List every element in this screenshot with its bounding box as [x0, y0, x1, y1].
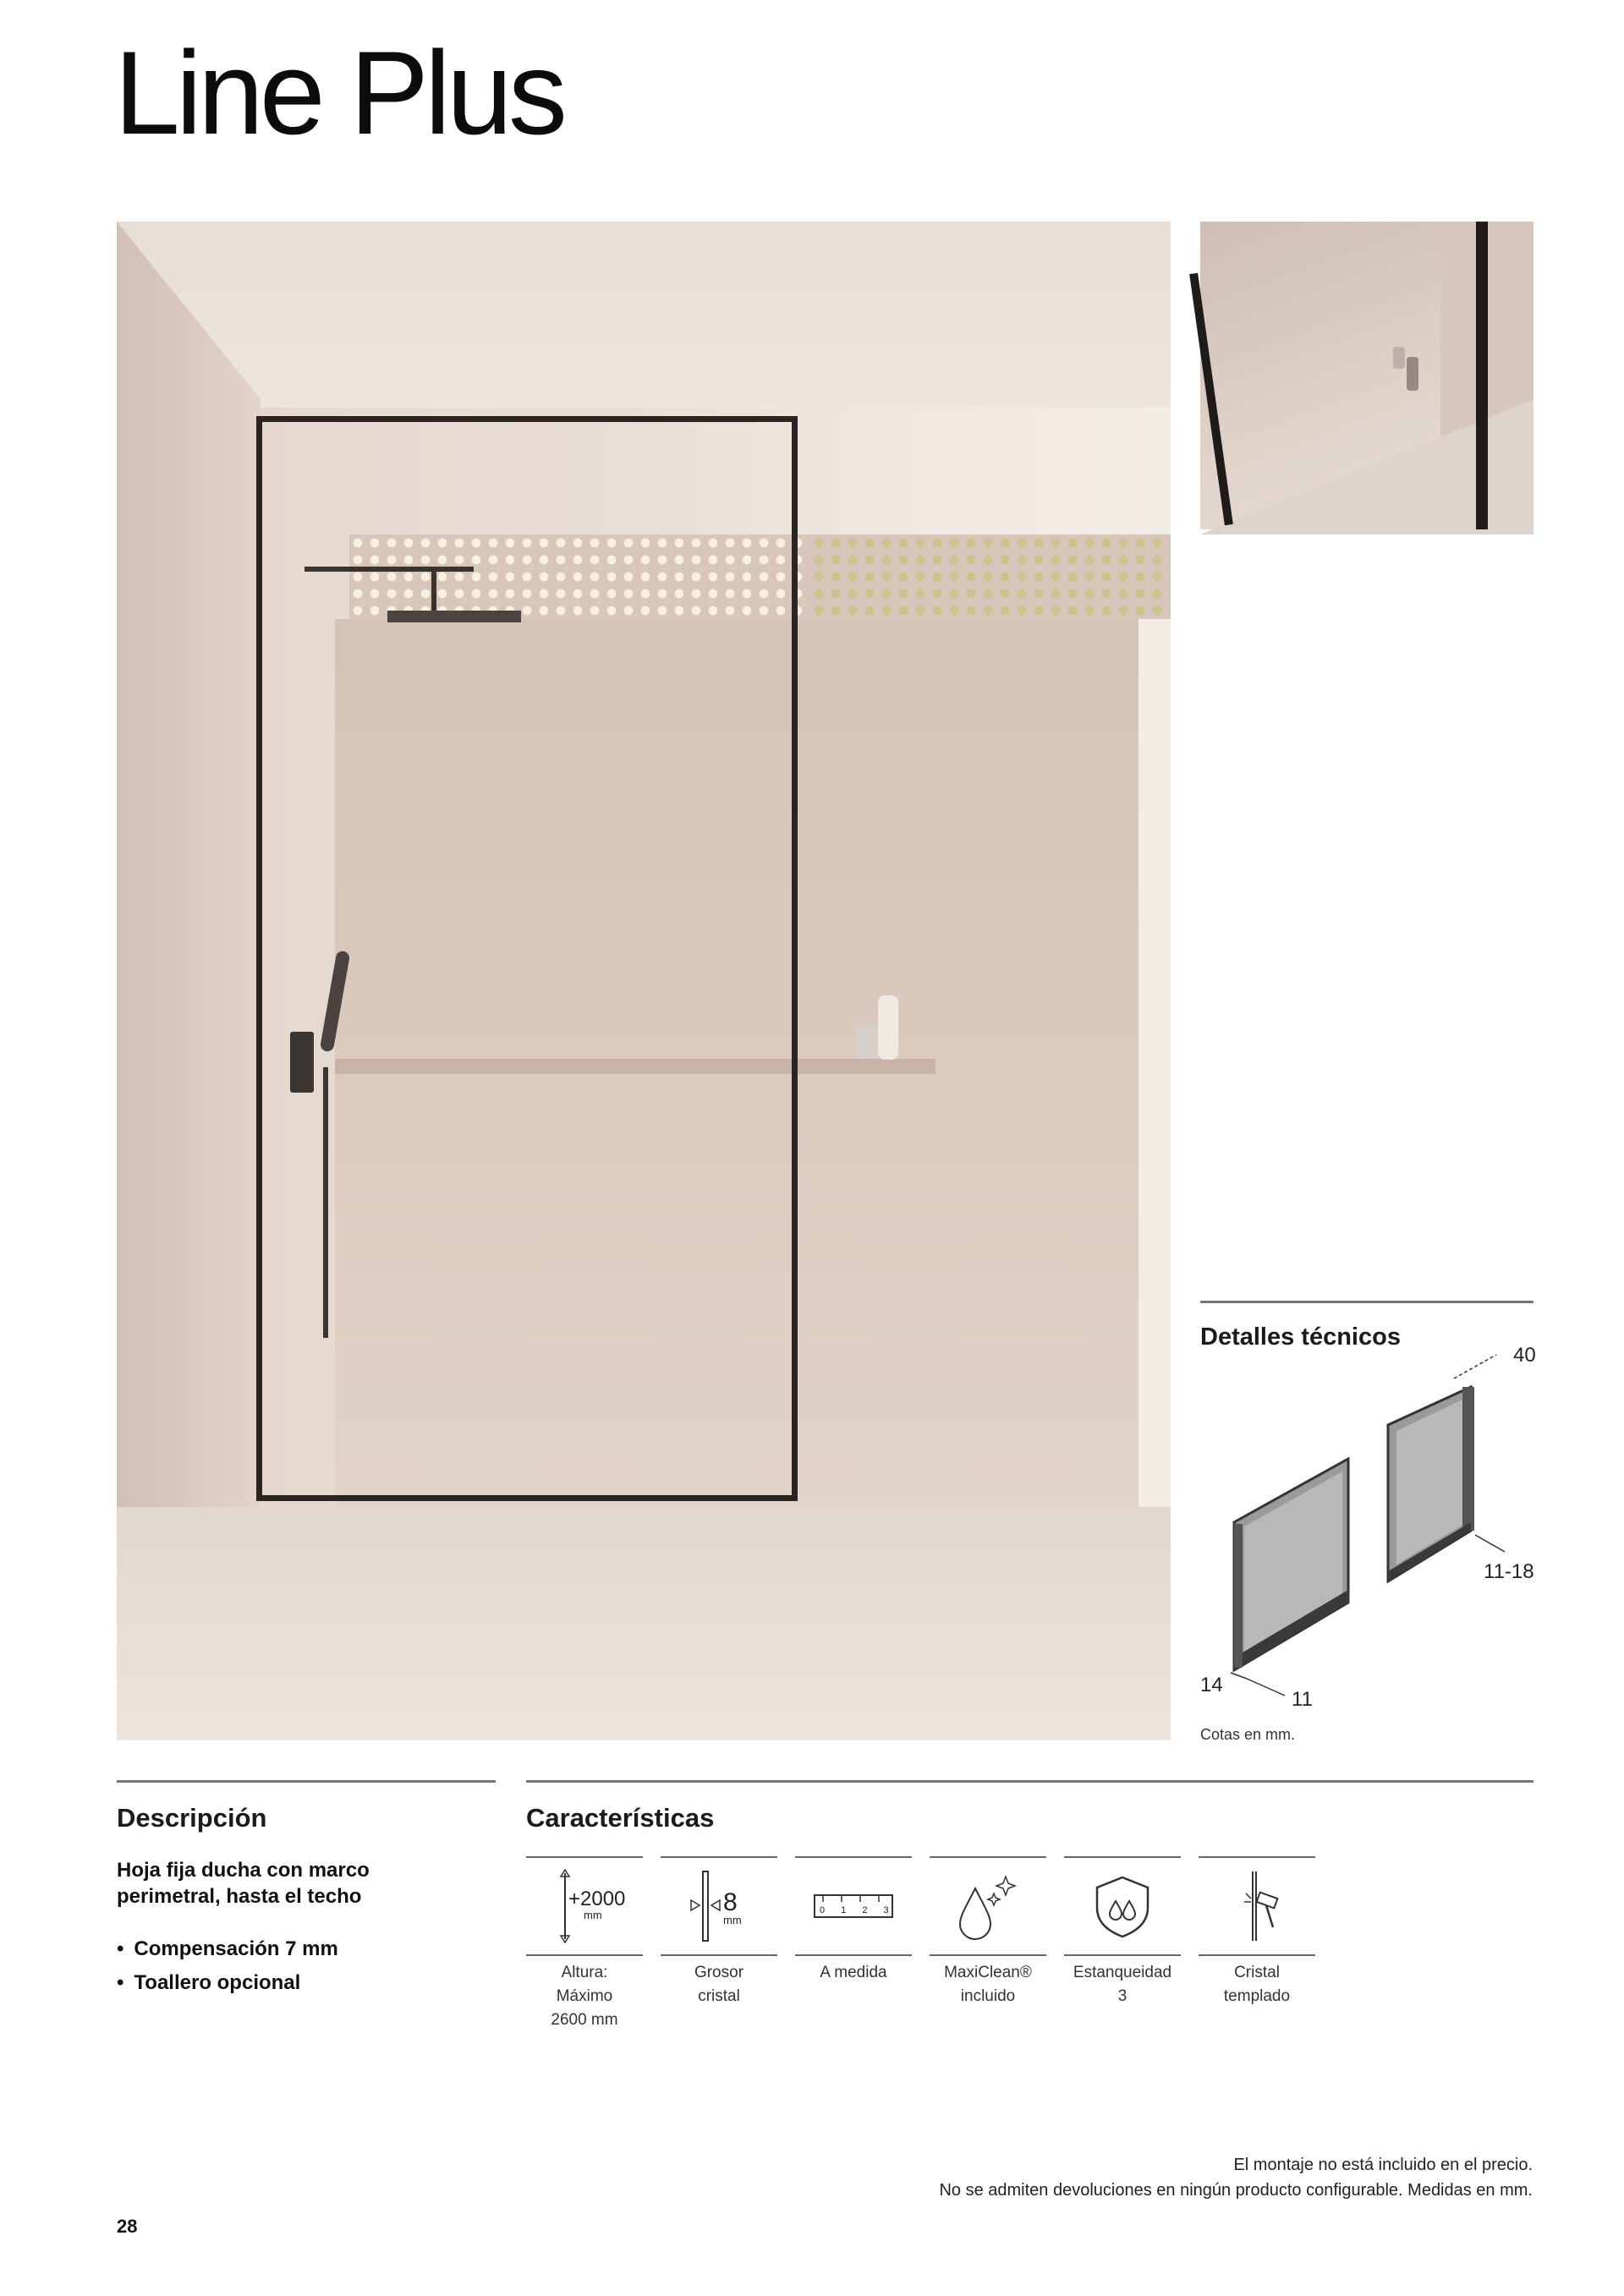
feature-custom-size: [795, 1856, 912, 1985]
water-drop-sparkle-icon: [930, 1858, 1046, 1954]
detail-thumbnail-photo: [1200, 222, 1533, 529]
feature-glass-thickness: [661, 1856, 777, 2008]
page-number: 28: [117, 2216, 138, 2237]
feature-label: Altura: Máximo 2600 mm: [551, 1964, 618, 2029]
svg-text:+2000: +2000: [568, 1888, 626, 1910]
divider: [526, 1780, 1533, 1783]
dimension-40: 40: [1513, 1344, 1536, 1367]
description-heading: Descripción: [117, 1803, 267, 1833]
profile-technical-drawing: [1200, 1336, 1536, 1696]
dimension-14: 14: [1200, 1674, 1223, 1696]
dimension-11-label: 11: [1292, 1688, 1313, 1711]
svg-text:mm: mm: [723, 1914, 742, 1926]
dimensions-note: Cotas en mm.: [1200, 1726, 1296, 1743]
main-product-photo: [117, 222, 1171, 1740]
page-title: Line Plus: [114, 26, 563, 159]
feature-label: Grosor cristal: [694, 1964, 744, 2005]
list-item: • Compensación 7 mm: [117, 1932, 338, 1966]
feature-tempered-glass: [1199, 1856, 1315, 2008]
footer-line: El montaje no está incluido en el precio.: [1233, 2156, 1533, 2174]
feature-label: A medida: [820, 1964, 887, 1981]
technical-details-heading: Detalles técnicos: [1200, 1323, 1401, 1351]
svg-text:8: 8: [723, 1888, 738, 1916]
svg-text:mm: mm: [584, 1909, 602, 1921]
height-icon: [526, 1858, 643, 1954]
characteristics-heading: Características: [526, 1803, 715, 1833]
svg-text:0 1 2 3: 0 1 2 3: [820, 1905, 896, 1915]
feature-water-tightness: [1064, 1856, 1181, 2008]
feature-label: MaxiClean® incluido: [944, 1964, 1032, 2005]
shield-drops-icon: [1064, 1858, 1181, 1954]
footer-note: [939, 2152, 1533, 2203]
feature-label: Estanqueidad 3: [1073, 1964, 1172, 2005]
list-item: • Toallero opcional: [117, 1966, 338, 2000]
feature-height: [526, 1856, 643, 2032]
glass-thickness-icon: [661, 1858, 777, 1954]
feature-label: Cristal templado: [1223, 1964, 1291, 2005]
divider: [117, 1780, 496, 1783]
divider: [1200, 1301, 1533, 1303]
description-bullets: [117, 1932, 338, 2000]
feature-maxiclean: [930, 1856, 1046, 2008]
shower-screen-frame: [256, 416, 798, 1501]
ruler-icon: [795, 1858, 912, 1954]
description-text: Hoja fija ducha con marco perimetral, hasta el techo: [117, 1859, 370, 1908]
hammer-glass-icon: [1199, 1858, 1315, 1954]
dimension-11-18: 11-18: [1484, 1560, 1534, 1583]
footer-line: No se admiten devoluciones en ningún producto configurable. Medidas en mm.: [939, 2181, 1533, 2200]
